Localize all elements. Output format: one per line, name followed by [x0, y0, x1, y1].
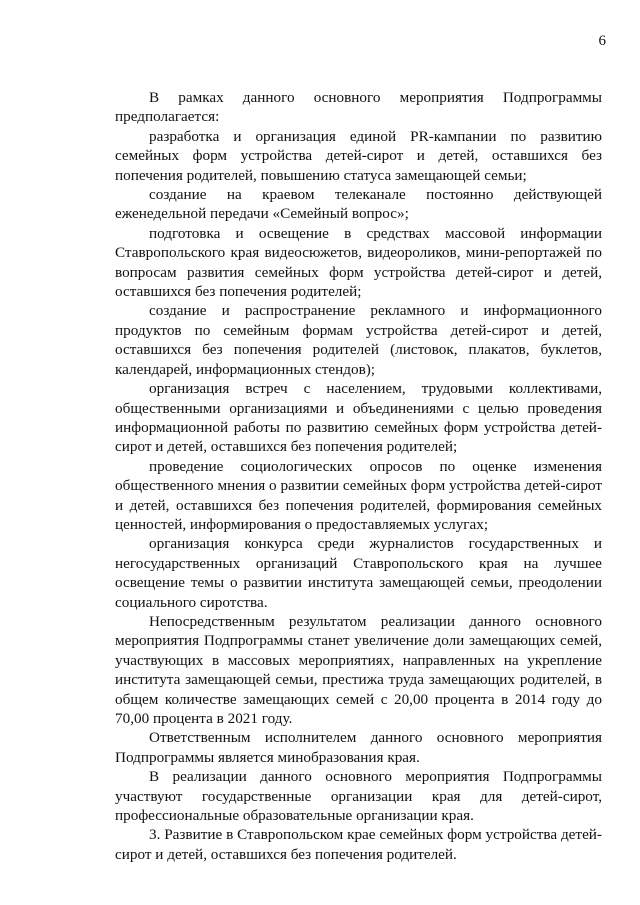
- paragraph-participants: В реализации данного основного мероприятия Подпрограммы участвуют государственные организации края для детей-сирот, профессиональные образовательные организации края.: [115, 768, 602, 825]
- paragraph-media-coverage: подготовка и освещение в средствах массовой информации Ставропольского края видеосюжетов, видеороликов, мини-репортажей по вопросам развития семейных форм устройства детей-сирот и детей, оставшихся без попечения родителей;: [115, 224, 602, 301]
- page-number: 6: [598, 33, 606, 49]
- paragraph-meetings: организация встреч с населением, трудовыми коллективами, общественными организациями и объединениями с целью проведения информационной работы по развитию семейных форм устройства детей-сирот и детей, оставшихся без попечения родителей;: [115, 380, 602, 456]
- paragraph-advertising: создание и распространение рекламного и информационного продуктов по семейным формам устройства детей-сирот и детей, оставшихся без попечения родителей (листовок, плакатов, буклетов, календарей, информационных стендов);: [115, 302, 602, 378]
- document-body: [115, 88, 602, 864]
- paragraph-contest: организация конкурса среди журналистов государственных и негосударственных организаций Ставропольского края на лучшее освещение темы о развитии института замещающей семьи, преодолении социального сиротства.: [115, 535, 602, 611]
- paragraph-intro: В рамках данного основного мероприятия Подпрограммы предполагается:: [115, 89, 602, 126]
- paragraph-result: Непосредственным результатом реализации данного основного мероприятия Подпрограммы станет увеличение доли замещающих семей, участвующих в массовых мероприятиях, направленных на укрепление института замещающей семьи, престижа труда замещающих родителей, в общем количестве замещающих семей с 20,00 процента в 2014 году до 70,00 процента в 2021 году.: [115, 612, 602, 727]
- paragraph-pr-campaign: разработка и организация единой PR-кампании по развитию семейных форм устройства детей-сирот и детей, оставшихся без попечения родителей, повышению статуса замещающей семьи;: [115, 127, 602, 184]
- paragraph-surveys: проведение социологических опросов по оценке изменения общественного мнения о развитии семейных форм устройства детей-сирот и детей, оставшихся без попечения родителей, формирования семейных ценностей, информирования о предоставляемых услугах;: [115, 457, 602, 533]
- paragraph-section-3: 3. Развитие в Ставропольском крае семейных форм устройства детей-сирот и детей, оставшихся без попечения родителей.: [115, 826, 602, 863]
- paragraph-responsible: Ответственным исполнителем данного основного мероприятия Подпрограммы является минобразования края.: [115, 729, 602, 766]
- paragraph-tv-program: создание на краевом телеканале постоянно действующей еженедельной передачи «Семейный вопрос»;: [115, 186, 602, 223]
